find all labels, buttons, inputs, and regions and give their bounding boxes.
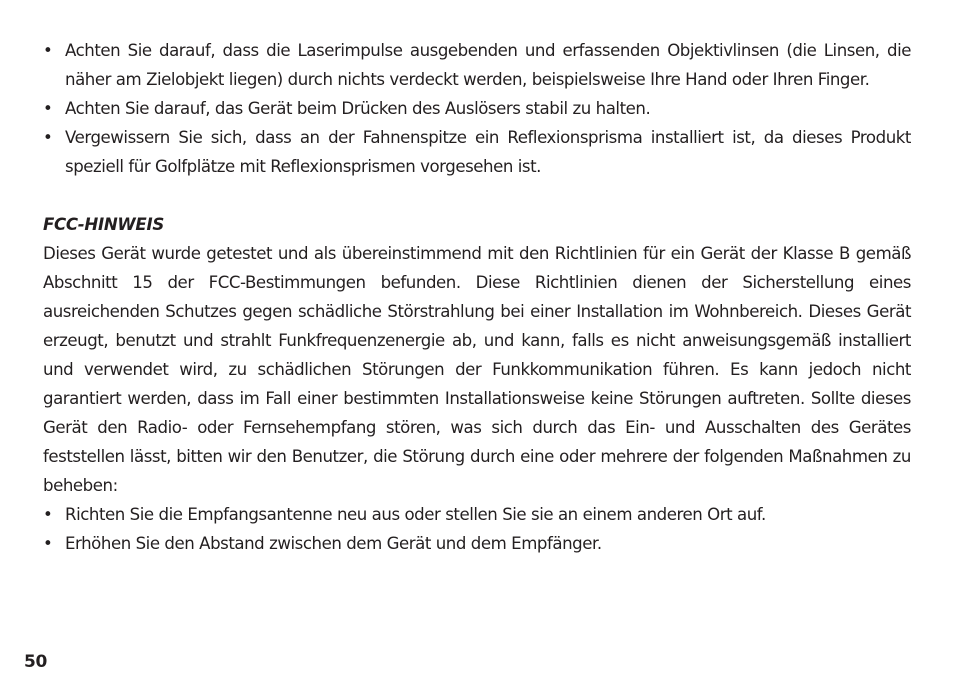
fcc-measures-list bbox=[43, 500, 911, 558]
list-item-text: Achten Sie darauf, das Gerät beim Drücken des Auslösers stabil zu halten. bbox=[65, 99, 651, 118]
fcc-paragraph: Dieses Gerät wurde getestet und als übereinstimmend mit den Richtlinien für ein Gerät der Klasse B gemäß Abschnitt 15 der FCC-Bestimmungen befunden. Diese Richtlinien dienen der Sicherstellung eines ausreichenden Schutzes gegen schädliche Störstrahlung bei einer Installation im Wohnbereich. Dieses Gerät erzeugt, benutzt und strahlt Funkfrequenzenergie ab, und kann, falls es nicht anweisungsgemäß installiert und verwendet wird, zu schädlichen Störungen der Funkkommunikation führen. Es kann jedoch nicht garantiert werden, dass im Fall einer bestimmten Installationsweise keine Störungen auftreten. Sollte dieses Gerät den Radio- oder Fernsehempfang stören, was sich durch das Ein- und Ausschalten des Gerätes feststellen lässt, bitten wir den Benutzer, die Störung durch eine oder mehrere der folgenden Maßnahmen zu beheben: bbox=[43, 244, 911, 495]
list-item-text: Erhöhen Sie den Abstand zwischen dem Gerät und dem Empfänger. bbox=[65, 534, 602, 553]
list-item bbox=[43, 94, 911, 123]
fcc-heading: FCC-HINWEIS bbox=[43, 215, 164, 234]
list-item-text: Vergewissern Sie sich, dass an der Fahnenspitze ein Reflexionsprisma installiert ist, da dieses Produkt speziell für Golfplätze mit Reflexionsprismen vorgesehen ist. bbox=[65, 128, 911, 176]
list-item bbox=[43, 36, 911, 94]
list-item-text: Achten Sie darauf, dass die Laserimpulse ausgebenden und erfassenden Objektivlinsen (die Linsen, die näher am Zielobjekt liegen) durch nichts verdeckt werden, beispielsweise Ihre Hand oder Ihren Finger. bbox=[65, 41, 911, 89]
bullet-icon: • bbox=[43, 505, 53, 524]
section-spacer bbox=[43, 181, 911, 210]
manual-page bbox=[43, 36, 911, 558]
page-number: 50 bbox=[24, 652, 48, 672]
bullet-icon: • bbox=[43, 128, 53, 147]
list-item bbox=[43, 529, 911, 558]
bullet-icon: • bbox=[43, 534, 53, 553]
list-item-text: Richten Sie die Empfangsantenne neu aus oder stellen Sie sie an einem anderen Ort auf. bbox=[65, 505, 766, 524]
usage-tips-list bbox=[43, 36, 911, 181]
list-item bbox=[43, 500, 911, 529]
list-item bbox=[43, 123, 911, 181]
bullet-icon: • bbox=[43, 99, 53, 118]
bullet-icon: • bbox=[43, 41, 53, 60]
